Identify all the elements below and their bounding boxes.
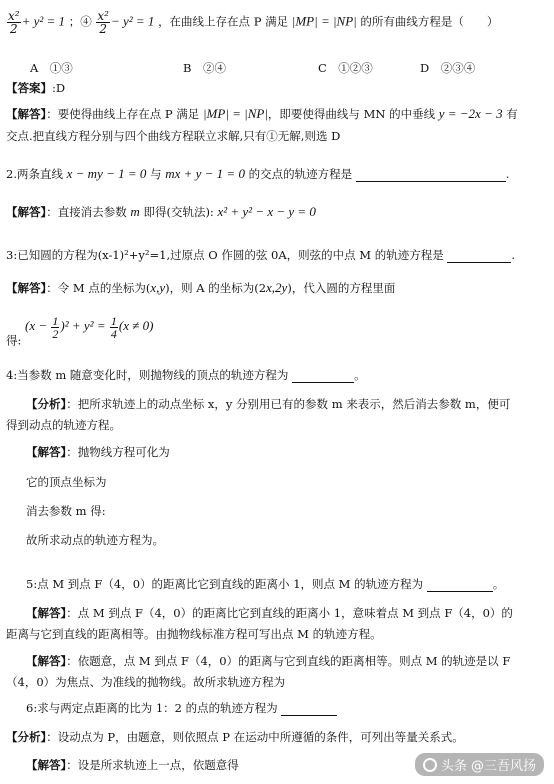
answer-label: 【答案】 <box>6 81 52 95</box>
q1-explanation-line1: 【解答】：要使得曲线上存在点 P 满足 |MP| = |NP|，即要使得曲线与 MN 的中垂线 y = −2x − 3 有 <box>6 106 518 121</box>
q3-result: (x − $\frac{1}{2}$ )² + y² = $\frac{1}{4}$ (x ≠ 0) <box>25 314 154 341</box>
toutiao-logo-icon <box>423 758 437 772</box>
watermark <box>415 753 544 776</box>
q2-stem: 2.两条直线 x − my − 1 = 0 与 mx + y − 1 = 0 的交点的轨迹方程是 . <box>6 166 510 181</box>
q1-cond: |MP| = |NP| <box>291 13 357 29</box>
q6-answer-blank <box>281 703 337 716</box>
q3-result-line: 得: (x − $\frac{1}{2}$ )² + y² = $\frac{1}{4}$ (x ≠ 0) <box>6 314 154 348</box>
q1-explanation-line2: 交点.把直线方程分别与四个曲线方程联立求解,只有①无解,则选 D <box>6 129 341 143</box>
q4-explanation-line3: 消去参数 m 得: <box>26 504 106 518</box>
q1-stem-line: $\frac{\text{x²}}{2}$ + y² = 1 ；④ $\frac{\text{x²}}{2}$ − y² = 1 ，在曲线上存在点 P 满足 |MP| = |NP| 的所有曲线方程是（ ） <box>8 9 499 36</box>
watermark-text: 头条 @三吾风扬 <box>440 759 536 774</box>
q5-stem: 5:点 M 到点 F（4，0）的距离比它到直线的距离小 1，则点 M 的轨迹方程为 。 <box>26 577 505 591</box>
q2-eq2: mx + y − 1 = 0 <box>165 166 245 181</box>
q2-answer-blank <box>356 169 506 182</box>
q4-analysis-line1: 【分析】：把所求轨迹上的动点坐标 x，y 分别用已有的参数 m 来表示，然后消去参数 m，便可 <box>26 397 511 411</box>
q1-answer <box>6 82 65 96</box>
q6-explanation: 【解答】：设是所求轨迹上一点，依题意得 <box>26 758 239 772</box>
q4-answer-blank <box>292 370 354 383</box>
q1-option-b: B ②④ <box>183 61 226 75</box>
q5-explanation2-line2: （4，0）为焦点、为准线的抛物线。故所求轨迹方程为 <box>6 675 286 689</box>
q3-stem: 3:已知圆的方程为(x-1)²+y²=1,过原点 O 作圆的弦 0A，则弦的中点 M 的轨迹方程是 . <box>6 248 516 262</box>
q1-eq4: $\frac{\text{x²}}{2}$ <box>97 9 109 36</box>
q5-explanation2-line1: 【解答】：依题意，点 M 到点 F（4，0）的距离与它到直线的距离相等。则点 M 的轨迹是以 F <box>26 654 511 668</box>
q1-stem-b: 的所有曲线方程是（ ） <box>360 14 499 29</box>
q1-option-d: D ②③④ <box>420 61 476 75</box>
q3-explanation: 【解答】：令 M 点的坐标为(x,y)，则 A 的坐标为(2x,2y)，代入圆的方程里面 <box>6 280 396 295</box>
q5-answer-blank <box>427 579 493 592</box>
q5-explanation1-line2: 距离与它到直线的距离相等。由抛物线标准方程可写出点 M 的轨迹方程。 <box>6 627 382 641</box>
q4-explanation-line2: 它的顶点坐标为 <box>26 475 107 489</box>
q2-explanation: 【解答】：直接消去参数 m 即得(交轨法): x² + y² − x − y = 0 <box>6 204 316 219</box>
q4-explanation-line1: 【解答】：抛物线方程可化为 <box>26 445 170 459</box>
q6-analysis: 【分析】：设动点为 P，由题意，则依照点 P 在运动中所遵循的条件，可列出等量关系式。 <box>6 730 464 744</box>
q1-option-a: A ①③ <box>30 61 73 75</box>
q1-stem-a: ，在曲线上存在点 P 满足 <box>158 14 289 29</box>
q5-explanation1-line1: 【解答】：点 M 到点 F（4，0）的距离比它到直线的距离小 1，意味着点 M 到点 F（4，0）的 <box>26 606 513 620</box>
q2-result: x² + y² − x − y = 0 <box>217 204 316 219</box>
q3-answer-blank <box>447 250 511 263</box>
q1-option-c: C ①②③ <box>318 61 373 75</box>
q4-explanation-line4: 故所求动点的轨迹方程为。 <box>26 533 164 547</box>
q4-stem: 4:当参数 m 随意变化时，则抛物线的顶点的轨迹方程为 。 <box>6 368 366 382</box>
q1-eq3: $\frac{\text{x²}}{2}$ <box>8 9 20 36</box>
q6-stem: 6:求与两定点距离的比为 1：2 的点的轨迹方程为 <box>26 702 337 716</box>
q1-midline-eq: y = −2x − 3 <box>438 106 503 121</box>
q2-eq1: x − my − 1 = 0 <box>66 166 147 181</box>
answer-value: :D <box>52 81 66 95</box>
q1-sep: ；④ <box>68 14 92 29</box>
q4-analysis-line2: 得到动点的轨迹方程。 <box>6 418 121 432</box>
